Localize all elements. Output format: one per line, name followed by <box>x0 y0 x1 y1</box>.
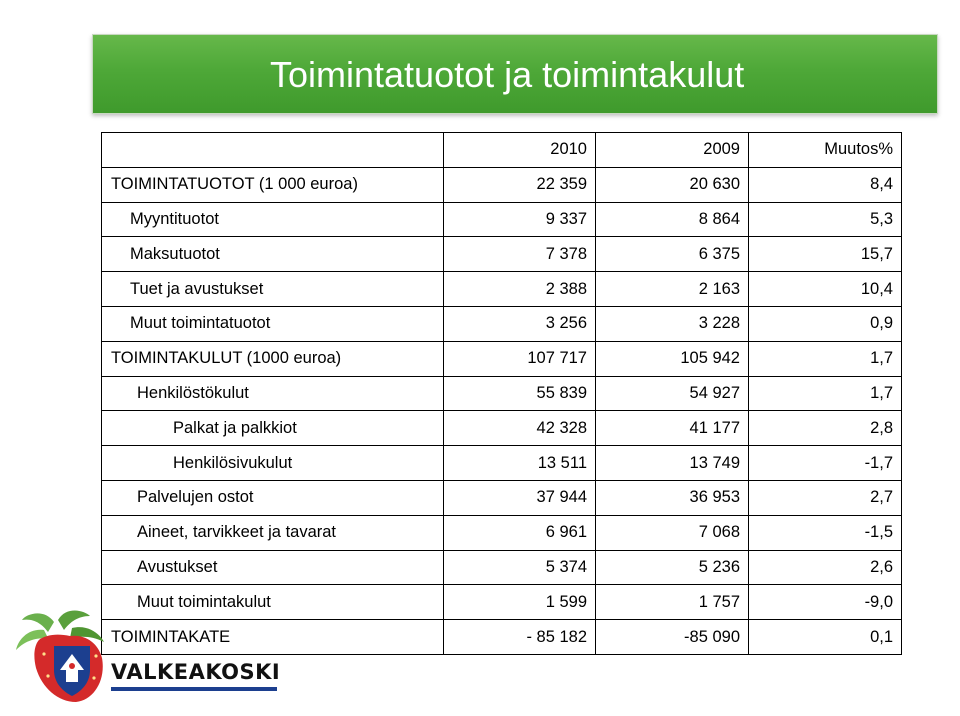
value-2009: 13 749 <box>596 446 749 481</box>
value-2009: 6 375 <box>596 237 749 272</box>
table-row <box>102 480 902 515</box>
value-2010: 9 337 <box>444 202 596 237</box>
table-row <box>102 272 902 307</box>
value-2010: 107 717 <box>444 341 596 376</box>
table-row <box>102 550 902 585</box>
row-label: Aineet, tarvikkeet ja tavarat <box>102 515 444 550</box>
value-change: 15,7 <box>749 237 902 272</box>
value-2010: 42 328 <box>444 411 596 446</box>
value-change: 10,4 <box>749 272 902 307</box>
value-2010: 22 359 <box>444 167 596 202</box>
table-row <box>102 237 902 272</box>
value-2009: 41 177 <box>596 411 749 446</box>
page-title: Toimintatuotot ja toimintakulut <box>270 54 745 95</box>
value-2009: 7 068 <box>596 515 749 550</box>
table-row <box>102 341 902 376</box>
value-change: 2,6 <box>749 550 902 585</box>
value-change: 2,8 <box>749 411 902 446</box>
header-cell-2009: 2009 <box>596 133 749 168</box>
row-label: Tuet ja avustukset <box>102 272 444 307</box>
row-label: TOIMINTAKATE <box>102 620 444 655</box>
value-2010: 1 599 <box>444 585 596 620</box>
value-2009: 36 953 <box>596 480 749 515</box>
row-label: TOIMINTATUOTOT (1 000 euroa) <box>102 167 444 202</box>
value-change: -1,5 <box>749 515 902 550</box>
table-row <box>102 446 902 481</box>
value-2010: 13 511 <box>444 446 596 481</box>
value-2010: 7 378 <box>444 237 596 272</box>
value-change: 1,7 <box>749 376 902 411</box>
table-row <box>102 167 902 202</box>
header-cell-2010: 2010 <box>444 133 596 168</box>
value-2009: 2 163 <box>596 272 749 307</box>
value-2009: 3 228 <box>596 306 749 341</box>
value-2009: -85 090 <box>596 620 749 655</box>
value-2010: 5 374 <box>444 550 596 585</box>
value-2009: 105 942 <box>596 341 749 376</box>
row-label: Palkat ja palkkiot <box>102 411 444 446</box>
table-row <box>102 411 902 446</box>
logo-underline <box>111 687 277 691</box>
row-label: Muut toimintakulut <box>102 585 444 620</box>
value-change: 8,4 <box>749 167 902 202</box>
row-label: Muut toimintatuotot <box>102 306 444 341</box>
value-2009: 1 757 <box>596 585 749 620</box>
value-2010: 6 961 <box>444 515 596 550</box>
value-2010: 55 839 <box>444 376 596 411</box>
table-row <box>102 306 902 341</box>
value-change: -1,7 <box>749 446 902 481</box>
row-label: Avustukset <box>102 550 444 585</box>
header-cell-label <box>102 133 444 168</box>
table-row <box>102 202 902 237</box>
value-2009: 20 630 <box>596 167 749 202</box>
strawberry-coat-of-arms-icon <box>16 611 104 703</box>
value-2009: 5 236 <box>596 550 749 585</box>
value-2009: 8 864 <box>596 202 749 237</box>
row-label: Henkilöstökulut <box>102 376 444 411</box>
table-header-row <box>102 133 902 168</box>
financial-table <box>101 132 902 655</box>
logo-text: VALKEAKOSKI <box>111 660 281 684</box>
value-2010: 3 256 <box>444 306 596 341</box>
value-change: 0,1 <box>749 620 902 655</box>
value-2010: 37 944 <box>444 480 596 515</box>
table-row <box>102 515 902 550</box>
row-label: Myyntituotot <box>102 202 444 237</box>
value-change: 5,3 <box>749 202 902 237</box>
value-change: 0,9 <box>749 306 902 341</box>
row-label: Palvelujen ostot <box>102 480 444 515</box>
value-change: 1,7 <box>749 341 902 376</box>
row-label: Maksutuotot <box>102 237 444 272</box>
value-change: 2,7 <box>749 480 902 515</box>
header-cell-change: Muutos% <box>749 133 902 168</box>
row-label: Henkilösivukulut <box>102 446 444 481</box>
table-row <box>102 376 902 411</box>
value-2009: 54 927 <box>596 376 749 411</box>
value-change: -9,0 <box>749 585 902 620</box>
value-2010: 2 388 <box>444 272 596 307</box>
row-label: TOIMINTAKULUT (1000 euroa) <box>102 341 444 376</box>
value-2010: - 85 182 <box>444 620 596 655</box>
